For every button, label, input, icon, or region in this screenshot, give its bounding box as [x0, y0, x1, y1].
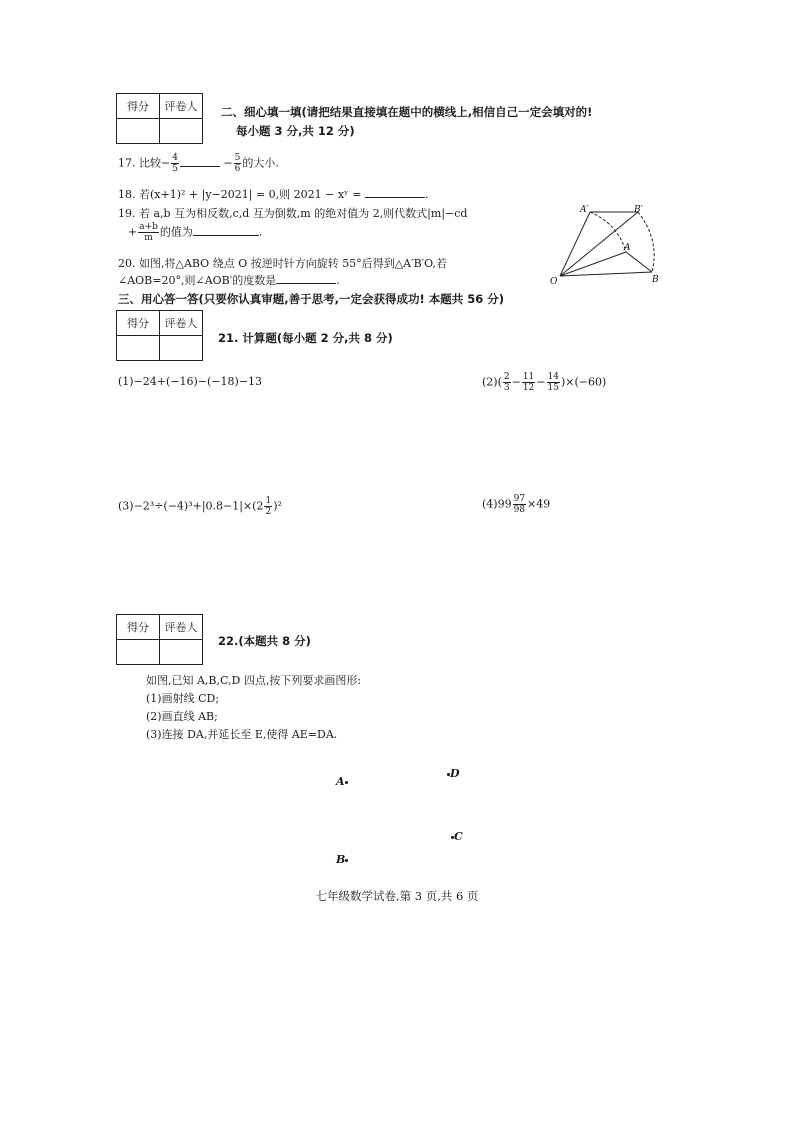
score-header: 得分	[117, 311, 160, 336]
q17-f1-den: 5	[172, 164, 178, 174]
q18-blank[interactable]	[365, 197, 425, 198]
q21-p2-frac-a	[503, 372, 511, 393]
q22-step1: (1)画射线 CD;	[146, 692, 220, 705]
q21-part3	[118, 496, 282, 517]
q19-f-den: m	[144, 233, 153, 243]
q17-f2-num: 5	[234, 153, 241, 163]
point-B-dot	[345, 859, 348, 862]
grader-header: 评卷人	[160, 311, 203, 336]
q21-p2-c-den: 15	[547, 383, 559, 393]
point-D	[447, 767, 460, 780]
rotation-figure	[548, 204, 666, 286]
section2-title: 二、细心填一填(请把结果直接填在题中的横线上,相信自己一定会填对的!	[221, 105, 593, 119]
q21-p2-a-den: 3	[503, 383, 510, 393]
point-A-label: A	[336, 775, 345, 788]
q17-fraction-1	[171, 153, 179, 174]
q22-step3: (3)连接 DA,并延长至 E,使得 AE=DA.	[146, 728, 338, 741]
label-O: O	[550, 277, 558, 286]
question-20-line1: 20. 如图,将△ABO 绕点 O 按逆时针方向旋转 55°后得到△A′B′O,若	[118, 257, 448, 270]
q21-title: 21. 计算题(每小题 2 分,共 8 分)	[218, 331, 393, 345]
q21-p2-b-den: 12	[522, 383, 535, 393]
q21-p2-suffix: )×(−60)	[560, 375, 607, 389]
segment-O-B	[560, 272, 652, 276]
q21-p4-num: 97	[513, 494, 526, 504]
q21-p4-prefix: (4)99	[482, 497, 512, 511]
q22-intro: 如图,已知 A,B,C,D 四点,按下列要求画图形:	[146, 674, 362, 687]
q21-p4-den: 98	[513, 505, 526, 515]
q20-end: .	[336, 274, 340, 287]
q17-fraction-2	[234, 153, 242, 174]
q17-f2-den: 6	[234, 164, 241, 174]
question-17	[118, 153, 279, 174]
q21-p2-frac-c	[547, 372, 560, 393]
grader-header: 评卷人	[160, 615, 203, 640]
q19-plus: +	[128, 225, 138, 239]
q18-end: .	[424, 188, 429, 201]
q21-p2-b-num: 11	[522, 372, 535, 382]
label-A1: A′	[580, 205, 589, 215]
q21-p3-prefix: (3)−2³÷(−4)³+|0.8−1|×(2	[118, 499, 264, 513]
label-A: A	[624, 243, 631, 253]
point-D-label: D	[450, 767, 460, 780]
question-18	[118, 186, 428, 202]
q21-p2-frac-b	[522, 372, 535, 393]
q21-p3-frac	[264, 496, 272, 517]
score-header: 得分	[117, 615, 160, 640]
arc-A-A1	[590, 212, 626, 252]
grader-cell	[160, 336, 203, 361]
q21-part4	[482, 494, 550, 515]
q17-prefix: 17. 比较−	[118, 156, 171, 170]
q21-part2: (2)( $\frac{2}{3}$ − $\frac{11}{12}$ − $\frac{14}{15}$ )×(−60)	[482, 372, 607, 393]
section2-subtitle: 每小题 3 分,共 12 分)	[236, 124, 355, 138]
q21-p4-suffix: ×49	[527, 497, 551, 511]
q19-suffix: 的值为	[159, 225, 193, 239]
question-20-line2	[118, 272, 340, 288]
score-table-2	[116, 310, 203, 361]
point-C-label: C	[454, 830, 463, 843]
point-B-label: B	[336, 853, 346, 866]
label-B: B	[652, 275, 659, 285]
q22-title: 22.(本题共 8 分)	[218, 634, 311, 648]
q17-f1-num: 4	[172, 153, 178, 163]
grader-cell	[160, 640, 203, 665]
q17-blank[interactable]	[180, 166, 220, 167]
q21-p2-c-num: 14	[547, 372, 559, 382]
q21-p3-den: 2	[265, 507, 272, 517]
q17-suffix: 的大小.	[242, 156, 279, 170]
score-cell	[117, 119, 160, 144]
question-19-line2	[128, 222, 262, 243]
q20-blank[interactable]	[276, 283, 336, 284]
q22-step2: (2)画直线 AB;	[146, 710, 218, 723]
q19-end: .	[258, 225, 263, 239]
q17-mid: −	[223, 156, 233, 170]
segment-A-B	[626, 252, 652, 272]
section3-title: 三、用心答一答(只要你认真审题,善于思考,一定会获得成功! 本题共 56 分)	[118, 292, 505, 306]
q19-fraction	[138, 222, 159, 243]
q18-text: 18. 若(x+1)² + |y−2021| = 0,则 2021 − xʸ =	[118, 188, 365, 201]
page-footer: 七年级数学试卷,第 3 页,共 6 页	[315, 889, 479, 903]
q21-p2-a-num: 2	[503, 372, 510, 382]
score-header: 得分	[117, 94, 160, 119]
q21-p4-frac	[513, 494, 526, 515]
score-cell	[117, 336, 160, 361]
score-cell	[117, 640, 160, 665]
score-table-3	[116, 614, 203, 665]
grader-header: 评卷人	[160, 94, 203, 119]
point-A-dot	[345, 781, 348, 784]
q19-f-num: a+b	[139, 222, 158, 232]
q21-part1: (1)−24+(−16)−(−18)−13	[118, 375, 263, 388]
label-B1: B′	[634, 205, 643, 215]
grader-cell	[160, 119, 203, 144]
point-A	[336, 775, 348, 788]
q20-line2-text: ∠AOB=20°,则∠AOB′的度数是	[118, 274, 277, 287]
point-C	[451, 830, 463, 843]
question-19-line1: 19. 若 a,b 互为相反数,c,d 互为倒数,m 的绝对值为 2,则代数式|m|−cd	[118, 207, 468, 220]
q21-p2-prefix: (2)(	[482, 375, 502, 389]
q19-blank[interactable]	[193, 235, 259, 236]
q21-p3-num: 1	[265, 496, 272, 506]
q21-p3-suffix: )²	[273, 499, 282, 513]
point-B	[336, 853, 348, 866]
score-table-1	[116, 93, 203, 144]
